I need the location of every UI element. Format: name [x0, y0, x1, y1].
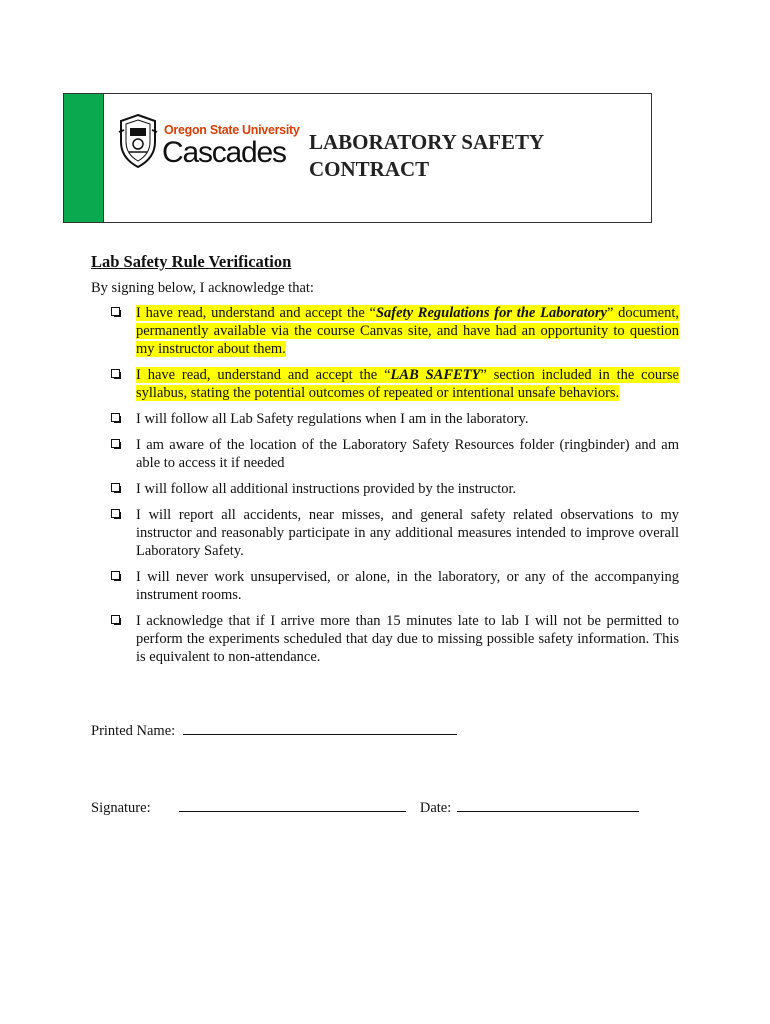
printed-name-label: Printed Name: — [91, 723, 176, 739]
item-text: I acknowledge that if I arrive more than 15 minutes late to lab I will not be permitted to perform the experiments scheduled that day due to missing possible safety information. This is equivalent to non-attendance. — [136, 613, 679, 665]
list-item — [111, 480, 679, 498]
list-item — [111, 366, 679, 402]
list-item — [111, 436, 679, 472]
list-item — [111, 304, 679, 358]
checkbox-icon[interactable] — [111, 369, 121, 379]
item-emphasis: Safety Regulations for the Laboratory — [375, 305, 607, 321]
checkbox-icon[interactable] — [111, 509, 121, 519]
checkbox-icon[interactable] — [111, 615, 121, 625]
logo-university-name: Oregon State University — [164, 123, 300, 137]
signature-label: Signature: — [91, 800, 151, 816]
item-text: I will report all accidents, near misses, and general safety related observations to my instructor and reasonably participate in any additional measures intended to improve overall Laboratory Safety. — [136, 507, 679, 559]
logo-campus-name: Cascades — [162, 136, 286, 169]
checkbox-icon[interactable] — [111, 483, 121, 493]
checkbox-icon[interactable] — [111, 571, 121, 581]
item-text: I have read, understand and accept the “LAB SAFETY” section included in the course syllabus, stating the potential outcomes of repeated or intentional unsafe behaviors. — [136, 367, 679, 401]
title-line-2: CONTRACT — [309, 157, 430, 181]
date-label: Date: — [419, 800, 452, 816]
list-item — [111, 506, 679, 560]
signature-row — [91, 799, 639, 817]
printed-name-field[interactable] — [183, 722, 457, 735]
acknowledgement-list — [111, 304, 679, 674]
checkbox-icon[interactable] — [111, 413, 121, 423]
item-text: I have read, understand and accept the “Safety Regulations for the Laboratory” document, permanently available via the course Canvas site, and have had an opportunity to question my instructor about them. — [136, 305, 679, 357]
item-text: I am aware of the location of the Laboratory Safety Resources folder (ringbinder) and am able to access it if needed — [136, 437, 679, 471]
university-logo — [116, 112, 300, 172]
item-text: I will follow all additional instructions provided by the instructor. — [136, 481, 517, 497]
item-text: I will follow all Lab Safety regulations when I am in the laboratory. — [136, 411, 529, 427]
page-title — [309, 129, 609, 183]
printed-name-row — [91, 722, 457, 740]
item-emphasis: LAB SAFETY — [390, 367, 481, 383]
list-item — [111, 612, 679, 666]
date-field[interactable] — [457, 799, 639, 812]
checkbox-icon[interactable] — [111, 439, 121, 449]
university-seal-icon — [116, 112, 160, 170]
item-text: I will never work unsupervised, or alone, in the laboratory, or any of the accompanying instrument rooms. — [136, 569, 679, 603]
header-box — [63, 93, 652, 223]
intro-text: By signing below, I acknowledge that: — [91, 280, 314, 296]
green-accent-bar — [64, 94, 104, 222]
checkbox-icon[interactable] — [111, 307, 121, 317]
list-item — [111, 410, 679, 428]
title-line-1: LABORATORY SAFETY — [309, 130, 545, 154]
signature-field[interactable] — [179, 799, 406, 812]
section-heading: Lab Safety Rule Verification — [91, 252, 292, 271]
list-item — [111, 568, 679, 604]
